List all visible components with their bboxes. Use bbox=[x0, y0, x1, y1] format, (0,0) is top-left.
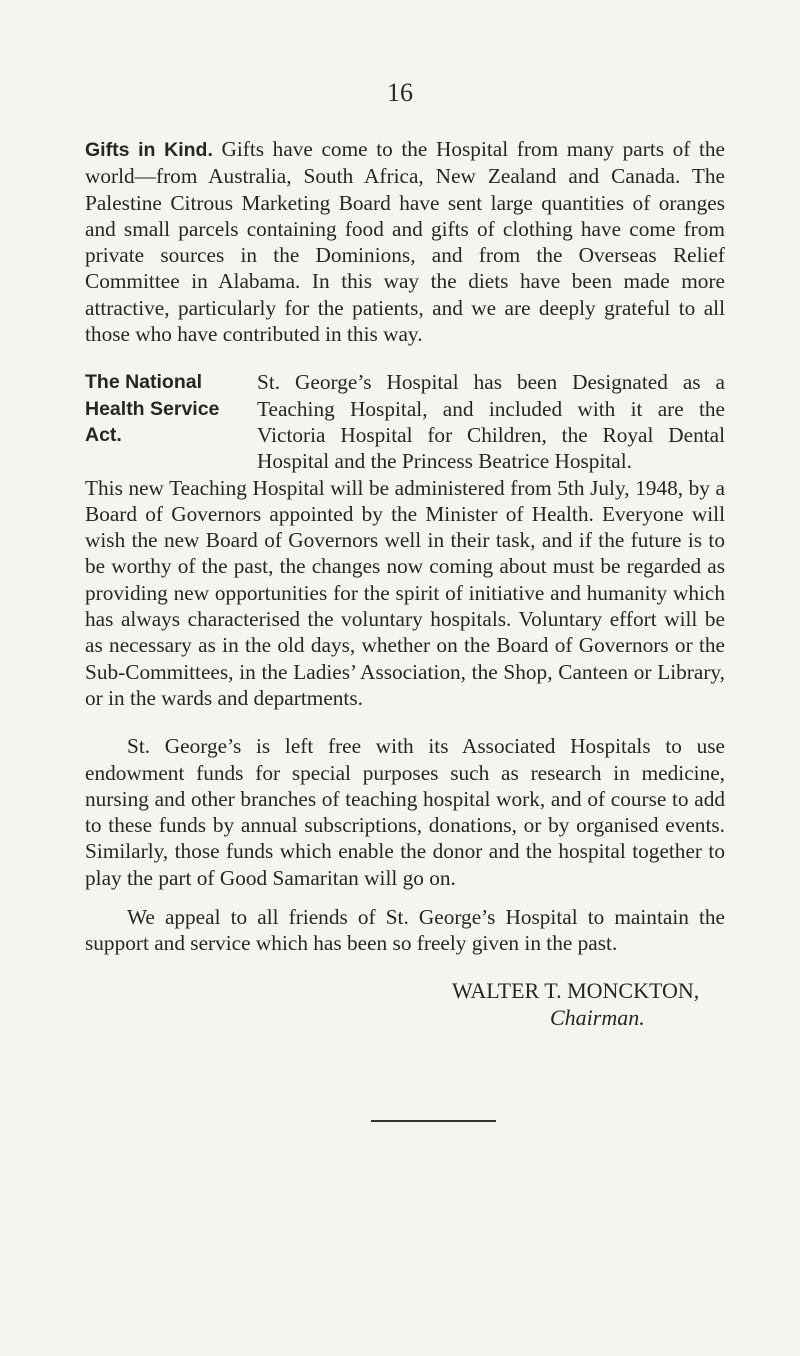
appeal-paragraph: We appeal to all friends of St. George’s Hospital to maintain the support and service which has been so freely given in the past. bbox=[85, 905, 725, 956]
nhs-heading bbox=[85, 369, 257, 448]
nhs-side-text: St. George’s Hospital has been Designated as a Teaching Hospital, and included with it are the Victoria Hospital for Children, the Royal Dental Hospital and the Princess Beatrice Hospital. bbox=[257, 370, 725, 474]
gifts-heading: Gifts in Kind. bbox=[85, 139, 213, 161]
signatory-name: WALTER T. MONCKTON, bbox=[452, 977, 700, 1003]
nhs-heading-line3: Act. bbox=[85, 423, 122, 446]
nhs-section bbox=[85, 369, 725, 711]
gifts-section bbox=[85, 136, 725, 347]
nhs-heading-line2: Health Service bbox=[85, 397, 220, 420]
page-number: 16 bbox=[387, 78, 413, 107]
closing-rule bbox=[371, 1120, 496, 1122]
document-body bbox=[85, 136, 725, 1031]
endowment-paragraph: St. George’s is left free with its Associated Hospitals to use endowment funds for special purposes such as research in medicine, nursing and other branches of teaching hospital work, and of course to add to these funds by annual subscriptions, donations, or by organised events. Similarly, those funds which enable the donor and the hospital together to play the part of Good Samaritan will go on. bbox=[85, 734, 725, 890]
nhs-heading-line1: The National bbox=[85, 371, 203, 394]
nhs-block bbox=[85, 369, 725, 474]
nhs-continuation: This new Teaching Hospital will be administered from 5th July, 1948, by a Board of Governors appointed by the Minister of Health. Everyone will wish the new Board of Governors well in their task, and if the future is to be worthy of the past, the changes now coming about must be regarded as providing new opportunities for the spirit of initiative and humanity which has always characterised the voluntary hospitals. Voluntary effort will be as necessary as in the old days, whether on the Board of Governors or the Sub-Committees, in the Ladies’ Association, the Shop, Canteen or Library, or in the wards and departments. bbox=[85, 475, 725, 710]
gifts-paragraph bbox=[85, 136, 725, 347]
gifts-text: Gifts have come to the Hospital from many parts of the world—from Australia, South Africa, New Zealand and Canada. The Palestine Citrous Marketing Board have sent large quantities of oranges and small parcels containing food and gifts of clothing have come from private sources in the Dominions, and from the Overseas Relief Committee in Alabama. In this way the diets have been made more attractive, particularly for the patients, and we are deeply grateful to all those who have contributed in this way. bbox=[85, 137, 726, 347]
signatory-title: Chairman. bbox=[550, 1004, 645, 1030]
signature-block bbox=[85, 977, 725, 1031]
